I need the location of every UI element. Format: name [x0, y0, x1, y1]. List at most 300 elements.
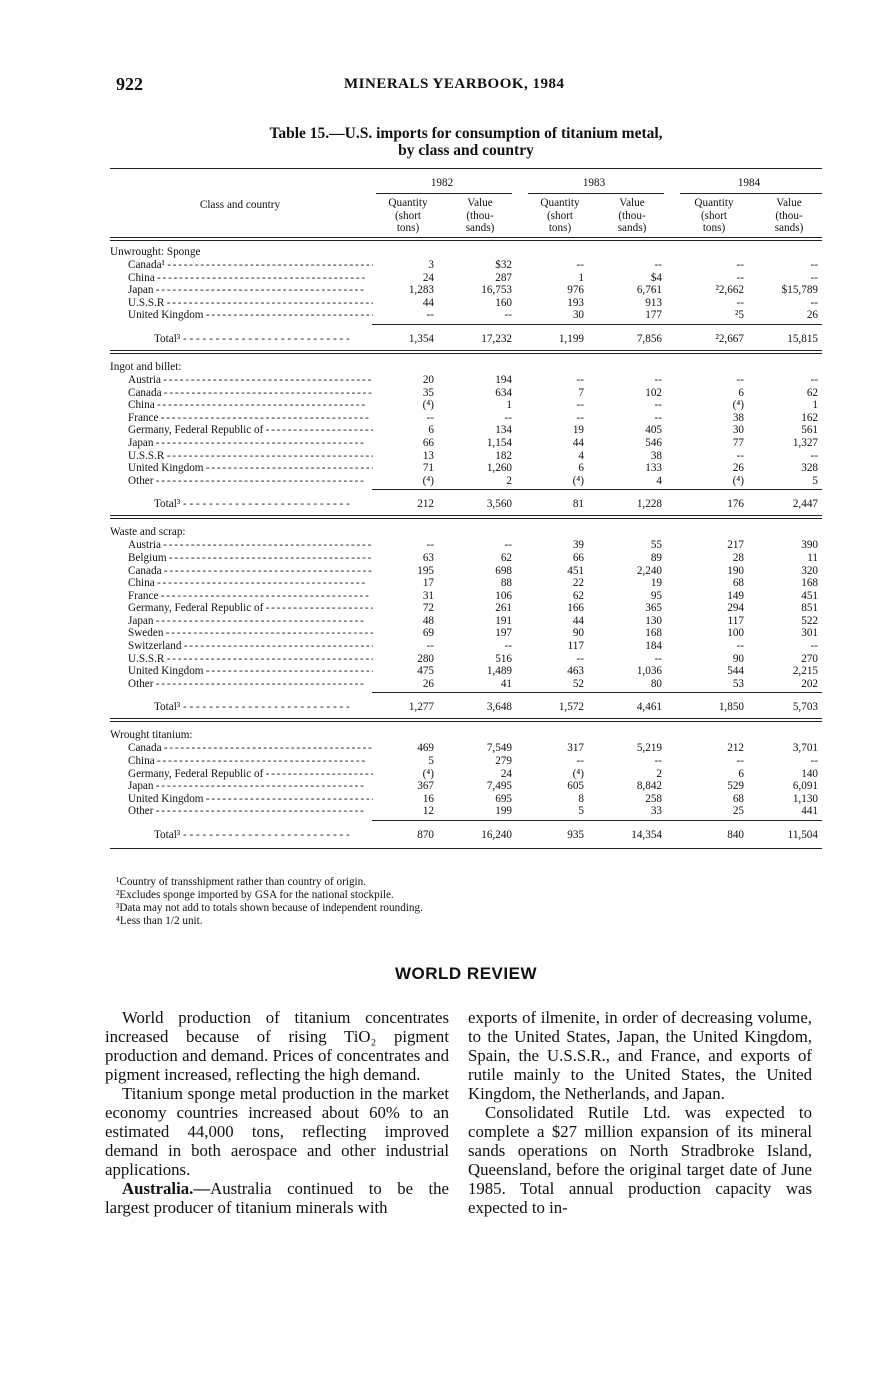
table-row: [110, 768, 822, 781]
table-cell: 38: [650, 449, 662, 462]
table-section: [110, 521, 822, 724]
table-cell: 6: [428, 424, 434, 437]
paragraph-australia: [105, 1179, 449, 1217]
table-row: [110, 475, 822, 488]
table-cell: 6: [578, 462, 584, 475]
table-cell: 11: [807, 551, 818, 564]
table-cell: 6: [738, 767, 744, 780]
table-cell: --: [504, 539, 512, 552]
table-row: [110, 399, 822, 412]
table-row: [110, 462, 822, 475]
total-label: Total³ - - -: [154, 328, 372, 350]
table-cell: 17: [422, 577, 434, 590]
footnote: ²Excludes sponge imported by GSA for the national stockpile.: [116, 889, 394, 901]
table-row: [110, 678, 822, 691]
total-label: Total³ - - -: [154, 824, 372, 846]
table-cell: --: [736, 755, 744, 768]
table-row: [110, 259, 822, 272]
total-cell: 1,850: [718, 701, 744, 714]
table-cell: 197: [495, 627, 512, 640]
table-cell: 30: [732, 424, 744, 437]
table-row: [110, 552, 822, 565]
row-label: Germany, Federal Republic of - - -: [128, 768, 373, 781]
table-row: [110, 602, 822, 615]
total-cell: 3,560: [486, 498, 512, 511]
total-cell: 4,461: [636, 701, 662, 714]
table-cell: 194: [495, 373, 512, 386]
table-cell: --: [426, 539, 434, 552]
table-row: [110, 665, 822, 678]
table-cell: 1,036: [636, 665, 662, 678]
table-cell: (⁴): [572, 767, 584, 780]
table-cell: 106: [495, 589, 512, 602]
page-header: [116, 74, 816, 98]
table-cell: 117: [727, 614, 744, 627]
table-cell: --: [654, 755, 662, 768]
quantity-header: Quantity (short tons): [540, 197, 580, 234]
table-cell: 1,154: [486, 436, 512, 449]
total-cell: 15,815: [787, 332, 818, 345]
total-cell: 1,277: [408, 701, 434, 714]
table-cell: 301: [801, 627, 818, 640]
table-row: [110, 424, 822, 437]
total-cell: 7,856: [636, 332, 662, 345]
table-cell: 5,219: [636, 742, 662, 755]
table-cell: (⁴): [422, 767, 434, 780]
paragraph: Consolidated Rutile Ltd. was expected to complete a $27 million expansion of its mineral sands operations on North Stradbroke Island, Queensland, before the original target date of June 1985. Total annual production capacity was expected to in-: [468, 1103, 812, 1217]
footnote: ⁴Less than 1/2 unit.: [116, 915, 203, 927]
table-cell: --: [654, 411, 662, 424]
table-cell: 976: [567, 284, 584, 297]
table-cell: 390: [801, 539, 818, 552]
row-label: Japan - - -: [128, 284, 373, 297]
row-label: Canada - - -: [128, 565, 373, 578]
table-cell: --: [810, 640, 818, 653]
table-cell: --: [736, 449, 744, 462]
row-label: Germany, Federal Republic of - - -: [128, 424, 373, 437]
year-rule: [376, 193, 512, 194]
table-cell: (⁴): [572, 474, 584, 487]
table-row: [110, 793, 822, 806]
table-cell: 26: [732, 462, 744, 475]
table-cell: 13: [422, 449, 434, 462]
table-cell: --: [426, 309, 434, 322]
quantity-header: Quantity (short tons): [388, 197, 428, 234]
table-cell: --: [736, 271, 744, 284]
table-cell: 8: [578, 792, 584, 805]
total-cell: 1,572: [558, 701, 584, 714]
table-cell: 88: [500, 577, 512, 590]
table-cell: 80: [650, 677, 662, 690]
section-title: Waste and scrap:: [110, 526, 186, 539]
table-cell: $4: [650, 271, 662, 284]
table-cell: 328: [801, 462, 818, 475]
table-cell: 44: [572, 614, 584, 627]
table-cell: 261: [495, 602, 512, 615]
table-title-line-1: Table 15.—U.S. imports for consumption of titanium metal,: [269, 125, 663, 142]
row-label: Other - - -: [128, 475, 373, 488]
table-cell: 475: [417, 665, 434, 678]
left-column: [105, 1008, 449, 1217]
table-cell: 22: [572, 577, 584, 590]
row-label: China - - -: [128, 272, 373, 285]
table-cell: --: [504, 411, 512, 424]
table-cell: 184: [645, 640, 662, 653]
row-label: United Kingdom - - -: [128, 665, 373, 678]
table-cell: 3: [428, 259, 434, 271]
table-cell: --: [576, 373, 584, 386]
table-cell: 441: [801, 805, 818, 818]
row-label: China - - -: [128, 399, 373, 412]
table-row: [110, 284, 822, 297]
table-cell: 851: [801, 602, 818, 615]
table-cell: 35: [422, 386, 434, 399]
table-cell: --: [736, 296, 744, 309]
table-cell: 6,761: [636, 284, 662, 297]
table-cell: 89: [650, 551, 662, 564]
section-title: Ingot and billet:: [110, 360, 182, 373]
table-cell: 270: [801, 652, 818, 665]
table-cell: 177: [645, 309, 662, 322]
row-label: Canada - - -: [128, 387, 373, 400]
table-cell: 4: [656, 474, 662, 487]
total-cell: 212: [417, 498, 434, 511]
row-label: U.S.S.R - - -: [128, 450, 373, 463]
row-label: Belgium - - -: [128, 552, 373, 565]
table-cell: 166: [567, 602, 584, 615]
table-title-line-2: by class and country: [398, 142, 534, 159]
table-cell: ²2,662: [715, 284, 744, 297]
table-cell: 1: [578, 271, 584, 284]
table-cell: --: [810, 449, 818, 462]
year-rule: [680, 193, 822, 194]
table-cell: (⁴): [732, 399, 744, 412]
page-number: 922: [116, 74, 143, 94]
table-cell: 33: [650, 805, 662, 818]
table-cell: 8,842: [636, 780, 662, 793]
paragraph-text: Australia continued to be the largest producer of titanium minerals with: [105, 1179, 449, 1217]
table-section: [110, 241, 822, 356]
table-cell: 77: [732, 436, 744, 449]
row-label: China - - -: [128, 577, 373, 590]
table-bottom-rule: [110, 848, 822, 849]
total-cell: 3,648: [486, 701, 512, 714]
row-label: Austria - - -: [128, 539, 373, 552]
table-cell: --: [576, 399, 584, 412]
table-cell: 195: [417, 564, 434, 577]
table-row: [110, 387, 822, 400]
table-cell: 95: [650, 589, 662, 602]
table-cell: 38: [732, 411, 744, 424]
table-cell: 1,283: [408, 284, 434, 297]
quantity-header: Quantity (short tons): [694, 197, 734, 234]
table-cell: 1: [812, 399, 818, 412]
table-row: [110, 450, 822, 463]
table-cell: 6: [738, 386, 744, 399]
table-cell: 217: [727, 539, 744, 552]
table-cell: 2,240: [636, 564, 662, 577]
table-row: [110, 755, 822, 768]
table-title: [116, 125, 816, 159]
table-cell: 451: [801, 589, 818, 602]
table-cell: 140: [801, 767, 818, 780]
row-label: Canada - - -: [128, 742, 373, 755]
total-label: Total³ - - -: [154, 696, 372, 718]
table-cell: 5: [812, 474, 818, 487]
table-cell: 698: [495, 564, 512, 577]
table-row: [110, 374, 822, 387]
table-cell: 39: [572, 539, 584, 552]
table-cell: 3,701: [792, 742, 818, 755]
table-cell: --: [810, 296, 818, 309]
run-in-heading: Australia.—: [122, 1179, 211, 1198]
table-cell: 258: [645, 792, 662, 805]
table-row: [110, 742, 822, 755]
row-label: Germany, Federal Republic of - - -: [128, 602, 373, 615]
table-cell: 320: [801, 564, 818, 577]
table-cell: 20: [422, 373, 434, 386]
value-header: Value (thou- sands): [465, 197, 495, 234]
table-row: [110, 590, 822, 603]
table-cell: 19: [650, 577, 662, 590]
section-rule: [110, 718, 822, 722]
table-cell: 44: [572, 436, 584, 449]
total-label: Total³ - - -: [154, 493, 372, 515]
table-cell: --: [654, 652, 662, 665]
table-cell: --: [426, 640, 434, 653]
table-cell: 26: [422, 677, 434, 690]
table-cell: 4: [578, 449, 584, 462]
table-cell: 212: [727, 742, 744, 755]
row-label: United Kingdom - - -: [128, 793, 373, 806]
paragraph: exports of ilmenite, in order of decreasing volume, to the United States, Japan, the United Kingdom, Spain, the U.S.S.R., and France, and exports of rutile mainly to the United States, the United Kingdom, the Netherlands, and Japan.: [468, 1008, 812, 1103]
table-cell: --: [654, 259, 662, 271]
imports-table: [110, 168, 822, 849]
table-cell: 168: [801, 577, 818, 590]
total-row: [110, 493, 822, 515]
table-cell: $15,789: [781, 284, 818, 297]
table-row: [110, 412, 822, 425]
section-title: Unwrought: Sponge: [110, 246, 201, 258]
table-cell: 7,495: [486, 780, 512, 793]
table-cell: 100: [727, 627, 744, 640]
table-row: [110, 627, 822, 640]
total-cell: 14,354: [631, 829, 662, 841]
table-cell: 7: [578, 386, 584, 399]
table-cell: 19: [572, 424, 584, 437]
table-cell: 190: [727, 564, 744, 577]
table-cell: 317: [567, 742, 584, 755]
row-label: U.S.S.R - - -: [128, 297, 373, 310]
table-row: [110, 437, 822, 450]
table-cell: 529: [727, 780, 744, 793]
table-cell: 6,091: [792, 780, 818, 793]
table-cell: 66: [422, 436, 434, 449]
table-cell: 1: [506, 399, 512, 412]
table-cell: --: [810, 271, 818, 284]
table-cell: 134: [495, 424, 512, 437]
total-row: [110, 328, 822, 350]
table-section: [110, 356, 822, 521]
table-cell: 31: [422, 589, 434, 602]
table-cell: 367: [417, 780, 434, 793]
table-row: [110, 805, 822, 818]
table-cell: 160: [495, 296, 512, 309]
table-cell: 294: [727, 602, 744, 615]
table-cell: 279: [495, 755, 512, 768]
table-section: [110, 724, 822, 848]
table-cell: 16,753: [481, 284, 512, 297]
table-cell: 193: [567, 296, 584, 309]
year-rule: [528, 193, 664, 194]
table-cell: 44: [422, 296, 434, 309]
table-cell: --: [504, 640, 512, 653]
table-cell: --: [576, 411, 584, 424]
paragraph: World production of titanium concentrates increased because of rising TiO₂ pigment production and demand. Prices of concentrates and pigment increased, reflecting the high demand.: [105, 1008, 449, 1084]
table-cell: 30: [572, 309, 584, 322]
paragraph: Titanium sponge metal production in the market economy countries increased about 60% to an estimated 44,000 tons, reflecting improved demand in both aerospace and other industrial applications.: [105, 1084, 449, 1179]
table-cell: --: [576, 652, 584, 665]
row-label: Austria - - -: [128, 374, 373, 387]
table-cell: 544: [727, 665, 744, 678]
table-cell: --: [654, 373, 662, 386]
table-cell: 69: [422, 627, 434, 640]
table-cell: (⁴): [422, 474, 434, 487]
table-cell: 24: [422, 271, 434, 284]
row-label: United Kingdom - - -: [128, 462, 373, 475]
total-row: [110, 824, 822, 846]
table-cell: 162: [801, 411, 818, 424]
stub-header: Class and country: [199, 199, 281, 211]
total-cell: 11,504: [787, 829, 818, 841]
table-row: [110, 272, 822, 285]
total-row: [110, 696, 822, 718]
table-cell: 71: [422, 462, 434, 475]
table-cell: 26: [806, 309, 818, 322]
table-cell: 561: [801, 424, 818, 437]
table-cell: 1,327: [792, 436, 818, 449]
total-cell: 1,199: [558, 332, 584, 345]
table-cell: (⁴): [732, 474, 744, 487]
total-cell: 5,703: [792, 701, 818, 714]
table-row: [110, 615, 822, 628]
row-label: France - - -: [128, 590, 373, 603]
total-cell: 17,232: [481, 332, 512, 345]
table-cell: 62: [500, 551, 512, 564]
section-rule: [110, 350, 822, 354]
section-title: Wrought titanium:: [110, 729, 193, 742]
row-label: France - - -: [128, 412, 373, 425]
table-cell: 62: [572, 589, 584, 602]
table-cell: 149: [727, 589, 744, 602]
table-cell: 202: [801, 677, 818, 690]
row-label: Japan - - -: [128, 615, 373, 628]
table-cell: 451: [567, 564, 584, 577]
table-cell: 130: [645, 614, 662, 627]
table-cell: 695: [495, 792, 512, 805]
table-cell: 1,489: [486, 665, 512, 678]
section-rule: [110, 515, 822, 519]
table-cell: 2,215: [792, 665, 818, 678]
table-body: [110, 241, 822, 848]
table-cell: 199: [495, 805, 512, 818]
table-cell: --: [504, 309, 512, 322]
table-cell: 365: [645, 602, 662, 615]
table-row: [110, 653, 822, 666]
table-cell: 469: [417, 742, 434, 755]
table-row: [110, 297, 822, 310]
table-cell: 62: [806, 386, 818, 399]
total-cell: 81: [572, 498, 584, 511]
table-cell: 133: [645, 462, 662, 475]
table-cell: 522: [801, 614, 818, 627]
table-row: [110, 309, 822, 322]
table-cell: 48: [422, 614, 434, 627]
table-cell: 66: [572, 551, 584, 564]
total-cell: ²2,667: [715, 332, 744, 345]
table-cell: 191: [495, 614, 512, 627]
row-label: United Kingdom - - -: [128, 309, 373, 322]
table-cell: 634: [495, 386, 512, 399]
total-cell: 935: [567, 829, 584, 841]
table-cell: 68: [732, 792, 744, 805]
table-cell: 53: [732, 677, 744, 690]
table-cell: 102: [645, 386, 662, 399]
table-cell: --: [810, 755, 818, 768]
row-label: Canada¹ - - -: [128, 259, 373, 272]
table-cell: 463: [567, 665, 584, 678]
table-footnotes: [116, 876, 816, 928]
total-cell: 840: [727, 829, 744, 841]
value-header: Value (thou- sands): [774, 197, 804, 234]
year-header-1983: 1983: [582, 177, 606, 189]
value-header: Value (thou- sands): [617, 197, 647, 234]
table-cell: (⁴): [422, 399, 434, 412]
table-cell: 28: [732, 551, 744, 564]
table-cell: 25: [732, 805, 744, 818]
table-cell: 72: [422, 602, 434, 615]
table-cell: 182: [495, 449, 512, 462]
table-cell: 41: [500, 677, 512, 690]
table-cell: 405: [645, 424, 662, 437]
running-title: MINERALS YEARBOOK, 1984: [344, 76, 565, 92]
table-cell: 12: [422, 805, 434, 818]
table-cell: 287: [495, 271, 512, 284]
table-row: [110, 565, 822, 578]
table-cell: 913: [645, 296, 662, 309]
right-column: [468, 1008, 812, 1217]
row-label: Japan - - -: [128, 780, 373, 793]
table-cell: 1,130: [792, 792, 818, 805]
table-cell: --: [810, 259, 818, 271]
table-cell: 280: [417, 652, 434, 665]
table-cell: 117: [567, 640, 584, 653]
table-cell: ²5: [735, 309, 744, 322]
row-label: Other - - -: [128, 678, 373, 691]
section-heading: WORLD REVIEW: [395, 964, 537, 983]
footnote: ¹Country of transshipment rather than country of origin.: [116, 876, 367, 888]
table-cell: 52: [572, 677, 584, 690]
year-header-1984: 1984: [737, 177, 761, 189]
table-cell: --: [736, 640, 744, 653]
table-cell: 68: [732, 577, 744, 590]
row-label: Sweden - - -: [128, 627, 373, 640]
table-cell: 55: [650, 539, 662, 552]
table-cell: --: [426, 411, 434, 424]
total-cell: 2,447: [792, 498, 818, 511]
total-cell: 1,228: [636, 498, 662, 511]
table-cell: 546: [645, 436, 662, 449]
